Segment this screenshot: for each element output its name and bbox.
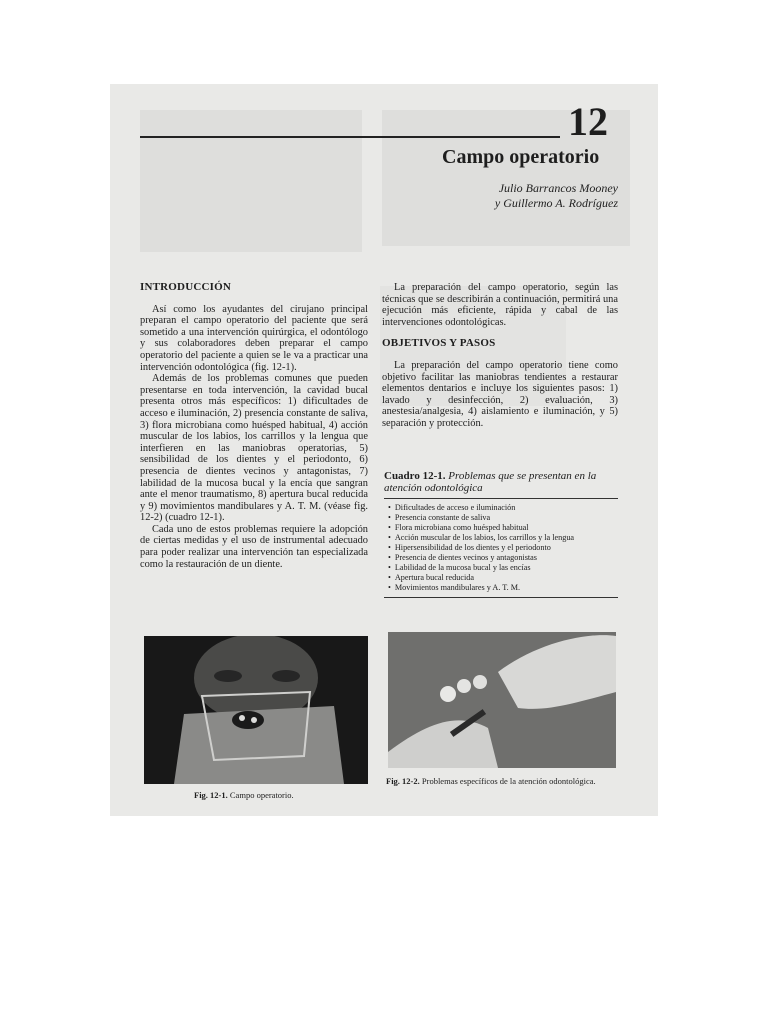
figure-photo-dental-problems xyxy=(388,632,616,768)
chapter-title: Campo operatorio xyxy=(442,146,600,168)
table-box-label: Cuadro 12-1. xyxy=(384,470,446,482)
hands-teeth-illustration xyxy=(388,632,616,768)
paragraph: Cada uno de estos problemas requiere la adopción de ciertas medidas y el uso de instrumental adecuado para poder realizar una intervención tan especializada como la restauración de un diente. xyxy=(140,523,368,570)
list-item: • Labilidad de la mucosa bucal y las encías xyxy=(388,563,618,573)
list-item: • Presencia constante de saliva xyxy=(388,513,618,523)
table-box xyxy=(384,470,618,598)
table-box-title xyxy=(384,470,618,499)
chapter-number: 12 xyxy=(568,99,608,144)
list-item: • Dificultades de acceso e iluminación xyxy=(388,503,618,513)
list-item: • Acción muscular de los labios, los carrillos y la lengua xyxy=(388,533,618,543)
list-item: • Apertura bucal reducida xyxy=(388,573,618,583)
figure-caption-text: Campo operatorio. xyxy=(229,790,294,800)
list-item: • Hipersensibilidad de los dientes y el periodonto xyxy=(388,543,618,553)
patient-dam-illustration xyxy=(144,636,368,784)
figure-caption-text: Problemas específicos de la atención odontológica. xyxy=(421,776,596,786)
figure-caption xyxy=(386,776,626,786)
section-heading-objetivos: OBJETIVOS Y PASOS xyxy=(382,337,496,350)
list-item: • Movimientos mandibulares y A. T. M. xyxy=(388,583,618,593)
author-line: y Guillermo A. Rodríguez xyxy=(494,196,618,210)
figure-label: Fig. 12-1. xyxy=(194,790,228,800)
table-box-list xyxy=(384,499,618,598)
book-page xyxy=(110,84,658,816)
paragraph: Además de los problemas comunes que pueden presentarse en toda intervención, la cavidad bucal presenta otros más específicos: 1) dificultades de acceso e iluminación, 2) presencia constante de saliva, 3) flora microbiana como huésped habitual, 4) acción muscular de los labios, los carrillos y la lengua que interfieren en las maniobras operatorias, 5) sensibilidad de los dientes y el periodonto, 6) presencia de dientes vecinos y antagonistas, 7) labilidad de la mucosa bucal y la encía que sangran ante el menor traumatismo, 8) apertura bucal reducida y 9) movimientos mandibulares y A. T. M. (véase fig. 12-2) (cuadro 12-1). xyxy=(140,373,368,524)
author-line: Julio Barrancos Mooney xyxy=(498,181,618,195)
list-item: • Presencia de dientes vecinos y antagonistas xyxy=(388,553,618,563)
header-rule xyxy=(140,136,560,138)
chapter-authors xyxy=(495,181,618,211)
bleed-through-area xyxy=(140,110,362,252)
paragraph: La preparación del campo operatorio, según las técnicas que se describirán a continuación, permitirá una ejecución más eficiente, rápida y cabal de las intervenciones odontológicas. xyxy=(382,282,618,328)
section-heading-introduccion: INTRODUCCIÓN xyxy=(140,281,232,293)
figure-photo-operative-field xyxy=(144,636,368,784)
paragraph: La preparación del campo operatorio tiene como objetivo facilitar las maniobras tendientes a restaurar elementos dentarios e incluye los siguientes pasos: 1) lavado y desinfección, 2) evaluación, 3) anestesia/analgesia, 4) aislamiento e iluminación, y 5) separación y protección. xyxy=(382,359,618,429)
table-box-caption: Problemas que se presentan en la atención odontológica xyxy=(384,470,597,494)
paragraph: Así como los ayudantes del cirujano principal preparan el campo operatorio del paciente que será sometido a una intervención quirúrgica, el odontólogo y sus colaboradores deben preparar el campo operatorio del paciente a quien se le va a practicar una intervención odontológica (fig. 12-1). xyxy=(140,303,368,373)
list-item: • Flora microbiana como huésped habitual xyxy=(388,523,618,533)
right-column xyxy=(382,282,618,430)
figure-caption xyxy=(194,790,294,800)
left-column xyxy=(140,282,368,570)
figure-label: Fig. 12-2. xyxy=(386,776,420,786)
